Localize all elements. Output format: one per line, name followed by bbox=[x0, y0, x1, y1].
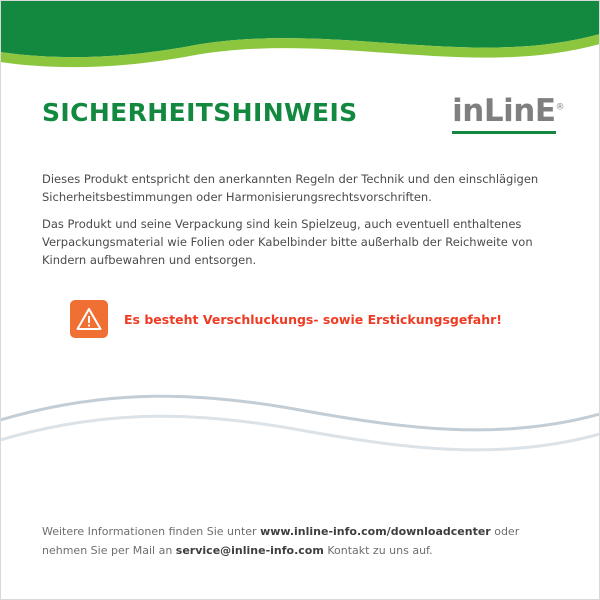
logo-text-n: n bbox=[513, 93, 535, 129]
footer-line2-before: nehmen Sie per Mail an bbox=[42, 544, 176, 557]
paragraph-compliance: Dieses Produkt entspricht den anerkannten Regeln der Technik und den einschlägigen Sicherheitsbestimmungen oder Harmonisierungsrechtsvorschriften. bbox=[42, 172, 539, 204]
logo-text-l: L bbox=[483, 93, 504, 129]
footer-line1-before: Weitere Informationen finden Sie unter bbox=[42, 525, 261, 538]
logo-underline bbox=[452, 131, 556, 134]
footer-email-link[interactable]: service@inline-info.com bbox=[175, 544, 324, 557]
logo-text-e: E bbox=[534, 93, 556, 129]
warning-block bbox=[70, 300, 502, 338]
footer-line1-after: oder bbox=[490, 525, 520, 538]
page-title: SICHERHEITSHINWEIS bbox=[42, 98, 358, 127]
logo-wordmark bbox=[452, 93, 564, 129]
warning-text: Es besteht Verschluckungs- sowie Erstickungsgefahr! bbox=[124, 311, 502, 327]
footer-contact bbox=[42, 522, 558, 560]
footer-line2 bbox=[42, 541, 558, 560]
registered-trademark-icon: ® bbox=[555, 102, 564, 113]
paragraph-packaging: Das Produkt und seine Verpackung sind kein Spielzeug, auch eventuell enthaltenes Verpackungsmaterial wie Folien oder Kabelbinder bitte außerhalb der Reichweite von Kindern aufbewahren und entsorgen. bbox=[42, 217, 533, 267]
logo-text-in: in bbox=[452, 93, 484, 129]
inline-logo bbox=[444, 93, 564, 132]
warning-triangle-icon bbox=[70, 300, 108, 338]
footer-website-link[interactable]: www.inline-info.com/downloadcenter bbox=[260, 525, 491, 538]
logo-text-i: i bbox=[503, 93, 514, 129]
footer-line2-after: Kontakt zu uns auf. bbox=[323, 544, 433, 557]
